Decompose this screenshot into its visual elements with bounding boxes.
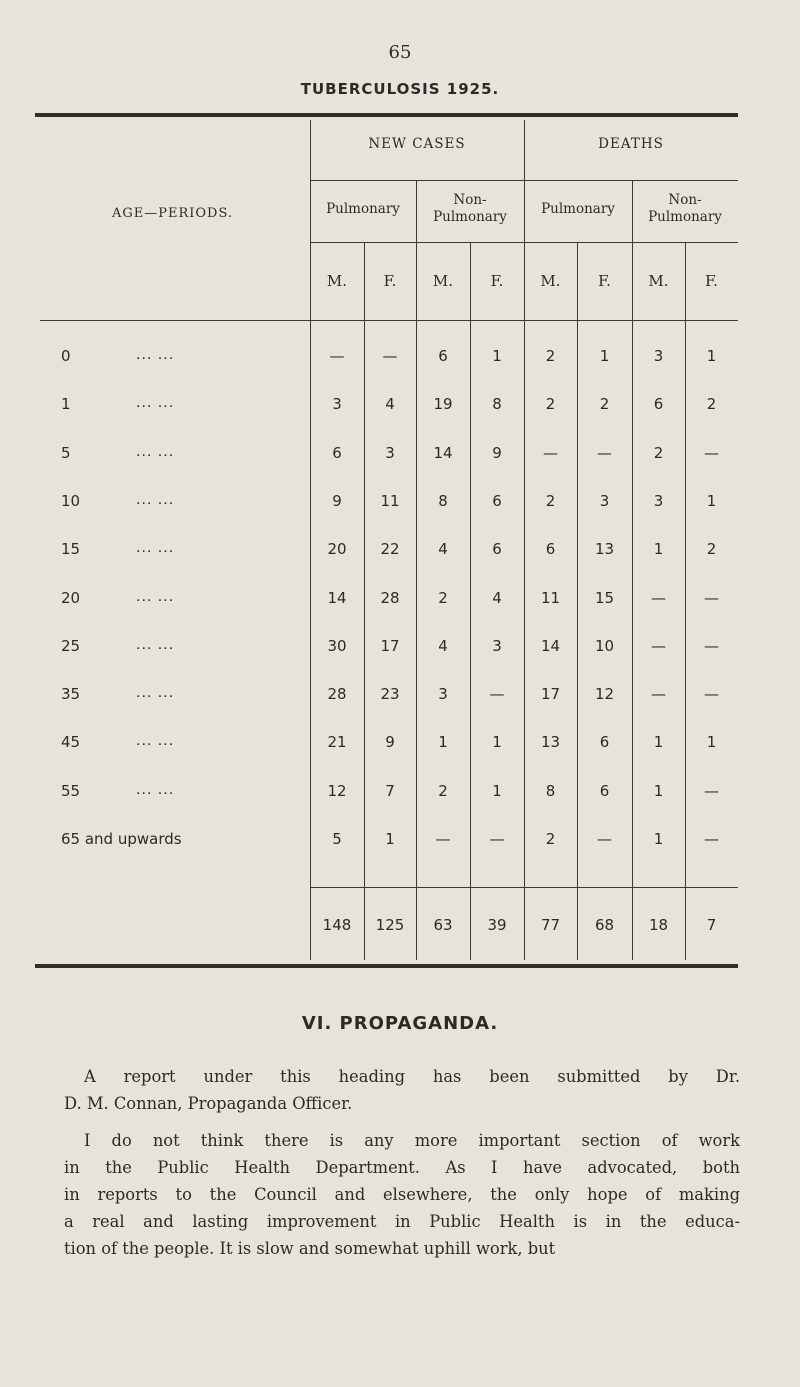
- table-cell: —: [651, 685, 666, 703]
- table-cell: 2: [706, 540, 717, 558]
- table-cell: 14: [327, 589, 347, 607]
- header-rule: [310, 180, 738, 181]
- page-title: TUBERCULOSIS 1925.: [300, 80, 500, 98]
- table-cell: 14: [433, 444, 453, 462]
- deaths-non-pulmonary-header: [632, 192, 738, 226]
- table-cell: 17: [380, 637, 400, 655]
- age-period-label: 25: [61, 637, 81, 655]
- table-cell: —: [704, 444, 719, 462]
- table-cell: 2: [545, 395, 556, 413]
- table-cell: 2: [545, 830, 556, 848]
- table-cell: 3: [653, 492, 664, 510]
- leader-dots: ... ...: [136, 782, 175, 798]
- header-rule: [40, 320, 738, 321]
- table-cell: 3: [492, 637, 502, 655]
- leader-dots: ... ...: [136, 685, 175, 701]
- table-cell: 4: [385, 395, 395, 413]
- table-cell: 11: [380, 492, 400, 510]
- header-line: Pulmonary: [648, 209, 722, 225]
- table-cell: 2: [545, 347, 556, 365]
- table-cell: 1: [438, 733, 448, 751]
- table-top-rule: [35, 113, 738, 117]
- table-cell: 13: [594, 540, 615, 558]
- table-cell: 6: [492, 540, 502, 558]
- age-period-label: 0: [61, 347, 71, 365]
- table-cell: 20: [327, 540, 347, 558]
- table-cell: —: [489, 685, 505, 703]
- table-cell: 8: [438, 492, 448, 510]
- paragraph: [64, 1127, 740, 1262]
- table-cell: 3: [385, 444, 395, 462]
- table-cell: 12: [594, 685, 615, 703]
- header-line: Non-: [453, 192, 487, 208]
- new-cases-header: NEW CASES: [368, 136, 466, 152]
- leader-dots: ... ...: [136, 589, 175, 605]
- table-cell: 28: [327, 685, 347, 703]
- text-line: in reports to the Council and elsewhere, the only hope of making: [64, 1185, 740, 1204]
- leader-dots: ... ...: [136, 347, 175, 363]
- table-cell: 10: [594, 637, 615, 655]
- table-cell: 21: [327, 733, 347, 751]
- section-title: VI. PROPAGANDA.: [301, 1013, 499, 1034]
- table-cell: 4: [438, 540, 448, 558]
- table-cell: —: [704, 685, 719, 703]
- female-header: F.: [490, 272, 504, 290]
- table-cell: —: [597, 830, 612, 848]
- male-header: M.: [326, 272, 348, 290]
- table-cell: 8: [492, 395, 502, 413]
- table-cell: —: [651, 637, 666, 655]
- total-cell: 39: [487, 916, 507, 934]
- table-cell: —: [704, 637, 719, 655]
- total-cell: 63: [433, 916, 453, 934]
- age-period-label: 35: [61, 685, 81, 703]
- paragraph: [64, 1063, 740, 1117]
- table-cell: 11: [540, 589, 561, 607]
- table-cell: 9: [332, 492, 342, 510]
- table-cell: —: [704, 782, 719, 800]
- leader-dots: ... ...: [136, 492, 175, 508]
- table-cell: 1: [653, 733, 664, 751]
- table-cell: 2: [599, 395, 610, 413]
- male-header: M.: [648, 272, 669, 290]
- leader-dots: ... ...: [136, 637, 175, 653]
- header-rule: [310, 242, 738, 243]
- table-cell: 7: [385, 782, 395, 800]
- new-non-pulmonary-header: [416, 192, 524, 226]
- leader-dots: ... ...: [136, 444, 175, 460]
- table-cell: 6: [653, 395, 664, 413]
- age-period-label: 65 and upwards: [61, 830, 182, 848]
- table-cell: 1: [706, 492, 717, 510]
- new-pulmonary-header: Pulmonary: [326, 201, 400, 217]
- table-cell: 28: [380, 589, 400, 607]
- age-period-label: 20: [61, 589, 81, 607]
- table-cell: 6: [599, 733, 610, 751]
- text-line: I do not think there is any more important section of work: [84, 1131, 740, 1150]
- table-cell: 1: [599, 347, 610, 365]
- table-cell: 2: [545, 492, 556, 510]
- text-line: in the Public Health Department. As I have advocated, both: [64, 1158, 740, 1177]
- table-cell: 8: [545, 782, 556, 800]
- age-period-label: 10: [61, 492, 81, 510]
- table-cell: 1: [653, 540, 664, 558]
- table-cell: 3: [438, 685, 448, 703]
- table-cell: 2: [653, 444, 664, 462]
- table-cell: 9: [385, 733, 395, 751]
- table-cell: 22: [380, 540, 400, 558]
- table-cell: —: [489, 830, 505, 848]
- text-line: a real and lasting improvement in Public Health is in the educa-: [64, 1212, 740, 1231]
- table-cell: —: [704, 830, 719, 848]
- table-cell: 1: [706, 733, 717, 751]
- table-cell: 1: [492, 733, 502, 751]
- age-period-label: 55: [61, 782, 81, 800]
- table-cell: 14: [540, 637, 561, 655]
- table-cell: 3: [599, 492, 610, 510]
- leader-dots: ... ...: [136, 395, 175, 411]
- table-cell: 12: [327, 782, 347, 800]
- deaths-pulmonary-header: Pulmonary: [541, 201, 615, 217]
- table-cell: 5: [332, 830, 342, 848]
- total-cell: 68: [594, 916, 615, 934]
- text-line: tion of the people. It is slow and somewhat uphill work, but: [64, 1239, 556, 1258]
- text-line: A report under this heading has been submitted by Dr.: [84, 1067, 740, 1086]
- header-line: Non-: [668, 192, 702, 208]
- table-cell: 6: [332, 444, 342, 462]
- table-cell: 1: [492, 347, 502, 365]
- table-cell: —: [543, 444, 558, 462]
- table-cell: 15: [594, 589, 615, 607]
- table-cell: 1: [706, 347, 717, 365]
- leader-dots: ... ...: [136, 540, 175, 556]
- table-cell: 3: [332, 395, 342, 413]
- table-cell: 6: [438, 347, 448, 365]
- table-cell: 3: [653, 347, 664, 365]
- table-cell: 1: [492, 782, 502, 800]
- female-header: F.: [598, 272, 611, 290]
- table-cell: 1: [653, 782, 664, 800]
- age-period-label: 45: [61, 733, 81, 751]
- table-cell: 6: [492, 492, 502, 510]
- total-cell: 148: [322, 916, 352, 934]
- table-cell: —: [382, 347, 398, 365]
- table-cell: 2: [438, 782, 448, 800]
- table-cell: 2: [706, 395, 717, 413]
- total-cell: 77: [540, 916, 561, 934]
- total-cell: 18: [648, 916, 669, 934]
- leader-dots: ... ...: [136, 733, 175, 749]
- table-bottom-rule: [35, 964, 738, 968]
- table-cell: 13: [540, 733, 561, 751]
- text-line: D. M. Connan, Propaganda Officer.: [64, 1094, 353, 1113]
- table-cell: 4: [438, 637, 448, 655]
- total-cell: 7: [706, 916, 717, 934]
- table-cell: —: [329, 347, 345, 365]
- table-cell: 2: [438, 589, 448, 607]
- deaths-header: DEATHS: [598, 136, 664, 152]
- table-cell: —: [597, 444, 612, 462]
- table-cell: 9: [492, 444, 502, 462]
- totals-rule: [310, 887, 738, 888]
- table-cell: 19: [433, 395, 453, 413]
- table-cell: 6: [545, 540, 556, 558]
- age-period-label: 15: [61, 540, 81, 558]
- female-header: F.: [383, 272, 397, 290]
- age-period-label: 5: [61, 444, 71, 462]
- page-number: 65: [388, 42, 412, 63]
- age-period-label: 1: [61, 395, 71, 413]
- table-cell: 30: [327, 637, 347, 655]
- male-header: M.: [540, 272, 561, 290]
- table-cell: 6: [599, 782, 610, 800]
- age-periods-header: AGE—PERIODS.: [111, 206, 234, 221]
- table-cell: —: [651, 589, 666, 607]
- table-cell: 4: [492, 589, 502, 607]
- table-cell: 1: [385, 830, 395, 848]
- table-cell: —: [435, 830, 451, 848]
- table-cell: —: [704, 589, 719, 607]
- table-cell: 23: [380, 685, 400, 703]
- female-header: F.: [705, 272, 718, 290]
- male-header: M.: [432, 272, 454, 290]
- table-cell: 17: [540, 685, 561, 703]
- table-cell: 1: [653, 830, 664, 848]
- total-cell: 125: [375, 916, 405, 934]
- header-line: Pulmonary: [433, 209, 507, 225]
